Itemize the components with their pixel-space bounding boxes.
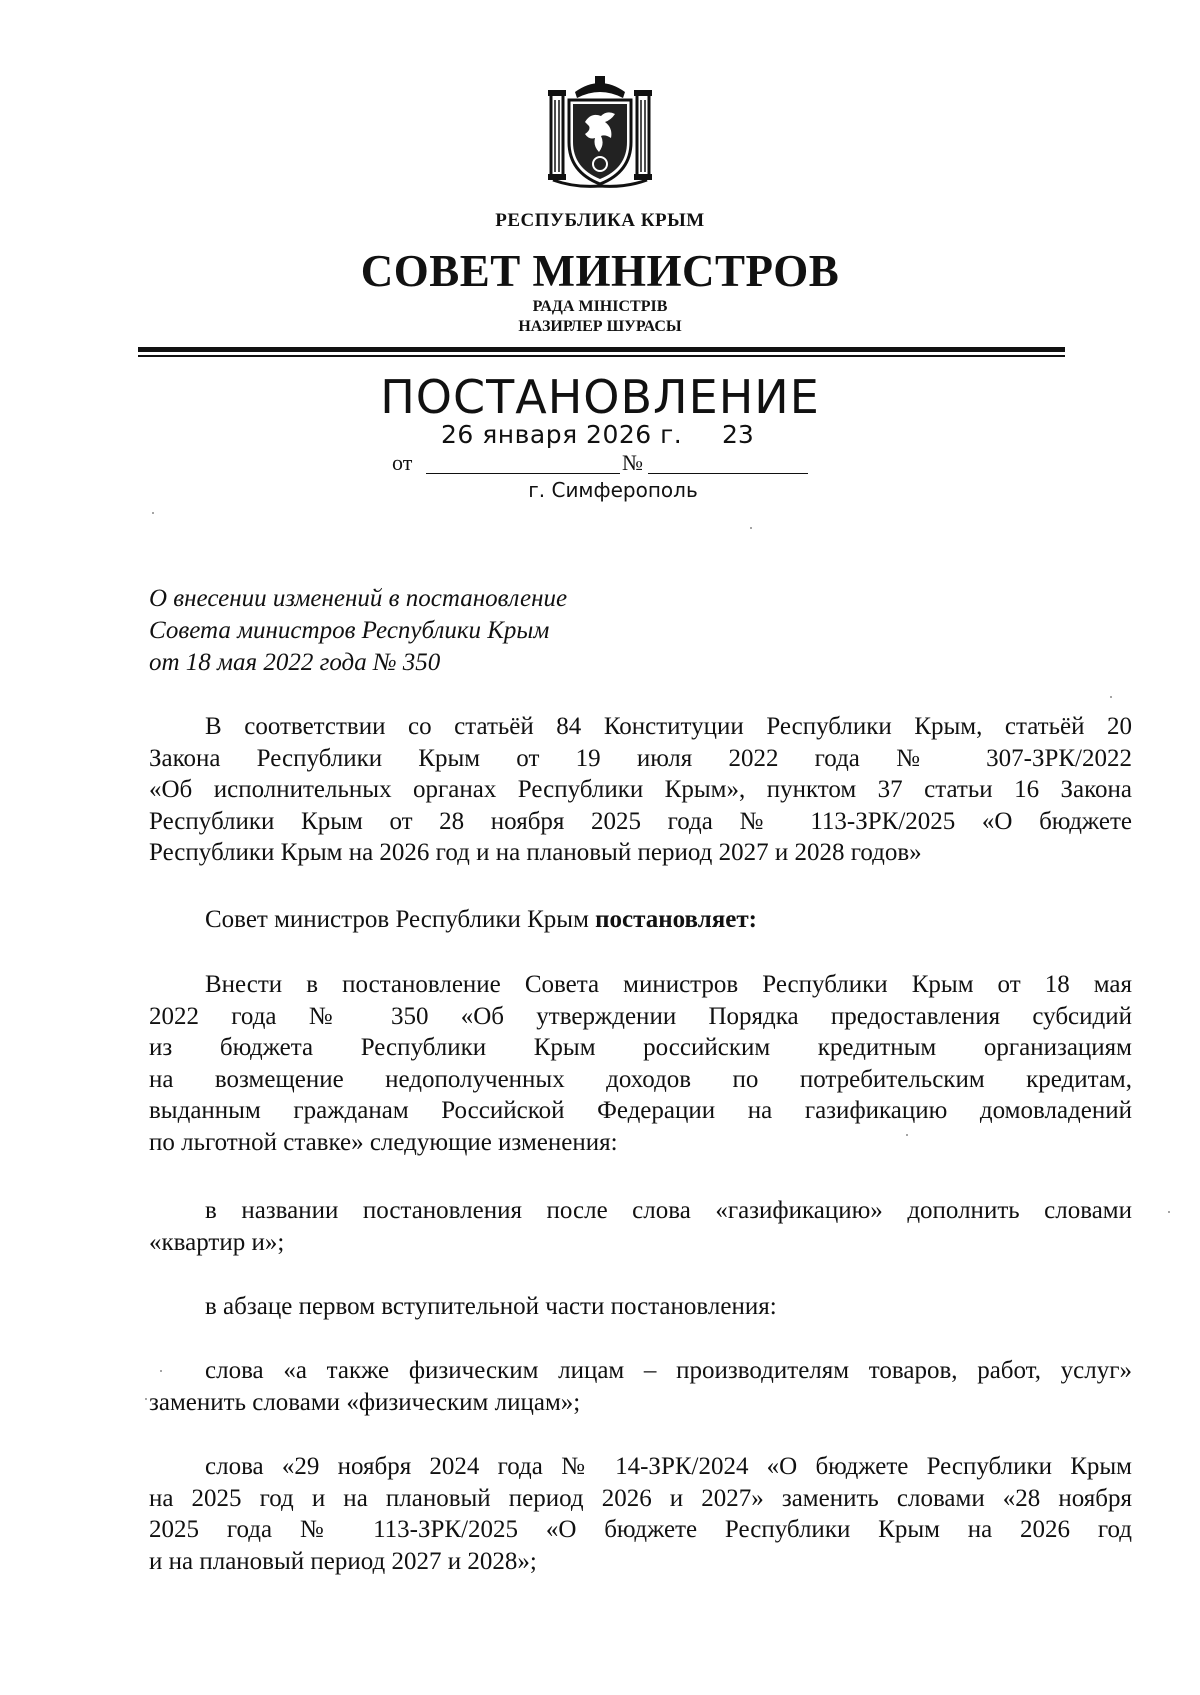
text-line <box>149 904 1132 936</box>
subject-line: от 18 мая 2022 года № 350 <box>149 649 441 676</box>
text-line: на возмещение недополученных доходов по потребительским кредитам, <box>149 1065 1132 1093</box>
resolution-paragraph <box>149 904 1132 936</box>
document-city: г. Симферополь <box>528 478 698 502</box>
text-line: в названии постановления после слова «газификацию» дополнить словами <box>205 1197 1132 1224</box>
text-line: Республики Крым на 2026 год и на плановый период 2027 и 2028 годов» <box>149 839 922 866</box>
preamble-paragraph <box>149 711 1132 869</box>
text-line: по льготной ставке» следующие изменения: <box>149 1128 618 1156</box>
text-line: 2025 года № 113-ЗРК/2025 «О бюджете Республики Крым на 2026 год <box>149 1516 1132 1543</box>
scan-speck <box>152 512 154 514</box>
words-change-paragraph <box>149 1355 1132 1418</box>
text-line: Внести в постановление Совета министров Республики Крым от 18 мая <box>205 971 1132 998</box>
amendment-paragraph <box>149 969 1132 1158</box>
header-divider-thin <box>138 355 1065 357</box>
subject-line: О внесении изменений в постановление <box>149 585 568 612</box>
text-line: из бюджета Республики Крым российским кредитным организациям <box>149 1034 1132 1061</box>
date-label: от <box>392 450 413 475</box>
text-line: заменить словами «физическим лицам»; <box>149 1388 581 1416</box>
number-label: № <box>622 450 643 475</box>
scan-speck <box>1168 1211 1170 1213</box>
text-line: выданным гражданам Российской Федерации на газификацию домовладений <box>149 1097 1132 1124</box>
coat-of-arms-emblem <box>545 72 655 190</box>
council-heading: СОВЕТ МИНИСТРОВ <box>360 246 840 296</box>
resolution-verb: постановляет: <box>595 906 757 933</box>
scan-speck <box>160 1370 162 1372</box>
subject-line: Совета министров Республики Крым <box>149 617 550 644</box>
header-divider-thick <box>138 347 1065 352</box>
budget-law-change-paragraph <box>149 1451 1132 1577</box>
council-heading-ukrainian: РАДА МІНІСТРІВ <box>532 298 668 315</box>
text-line: 2022 года № 350 «Об утверждении Порядка предоставления субсидий <box>149 1002 1132 1030</box>
text-line: и на плановый период 2027 и 2028»; <box>149 1547 537 1575</box>
resolution-text: Совет министров Республики Крым <box>205 906 596 933</box>
document-date-value: 26 января 2026 г. <box>441 420 683 449</box>
text-line: Закона Республики Крым от 19 июля 2022 года № 307-ЗРК/2022 <box>149 744 1132 772</box>
scan-speck <box>906 1134 908 1136</box>
title-change-paragraph <box>149 1195 1132 1258</box>
scan-speck <box>1110 696 1112 698</box>
council-heading-crimean-tatar: НАЗИРЛЕР ШУРАСЫ <box>518 318 682 335</box>
scan-speck <box>750 527 752 529</box>
document-number-value: 23 <box>722 420 754 449</box>
scan-speck <box>145 1398 147 1400</box>
text-line: на 2025 год и на плановый период 2026 и 2027» заменить словами «28 ноября <box>149 1484 1132 1512</box>
text-line: В соответствии со статьёй 84 Конституции Республики Крым, статьёй 20 <box>205 713 1132 740</box>
document-subject <box>149 583 849 679</box>
republic-heading: РЕСПУБЛИКА КРЫМ <box>495 210 705 231</box>
preamble-change-paragraph <box>149 1291 1132 1323</box>
text-line: «Об исполнительных органах Республики Крым», пунктом 37 статьи 16 Закона <box>149 776 1132 803</box>
date-underline <box>426 473 620 474</box>
text-line: «квартир и»; <box>149 1228 285 1256</box>
number-underline <box>648 473 808 474</box>
text-line: Республики Крым от 28 ноября 2025 года № 113-ЗРК/2025 «О бюджете <box>149 807 1132 835</box>
document-type-title: ПОСТАНОВЛЕНИЕ <box>380 370 820 424</box>
text-line: слова «29 ноября 2024 года № 14-ЗРК/2024 «О бюджете Республики Крым <box>205 1453 1132 1480</box>
text-line: слова «а также физическим лицам – производителям товаров, работ, услуг» <box>205 1357 1132 1384</box>
text-line: в абзаце первом вступительной части постановления: <box>205 1293 777 1320</box>
